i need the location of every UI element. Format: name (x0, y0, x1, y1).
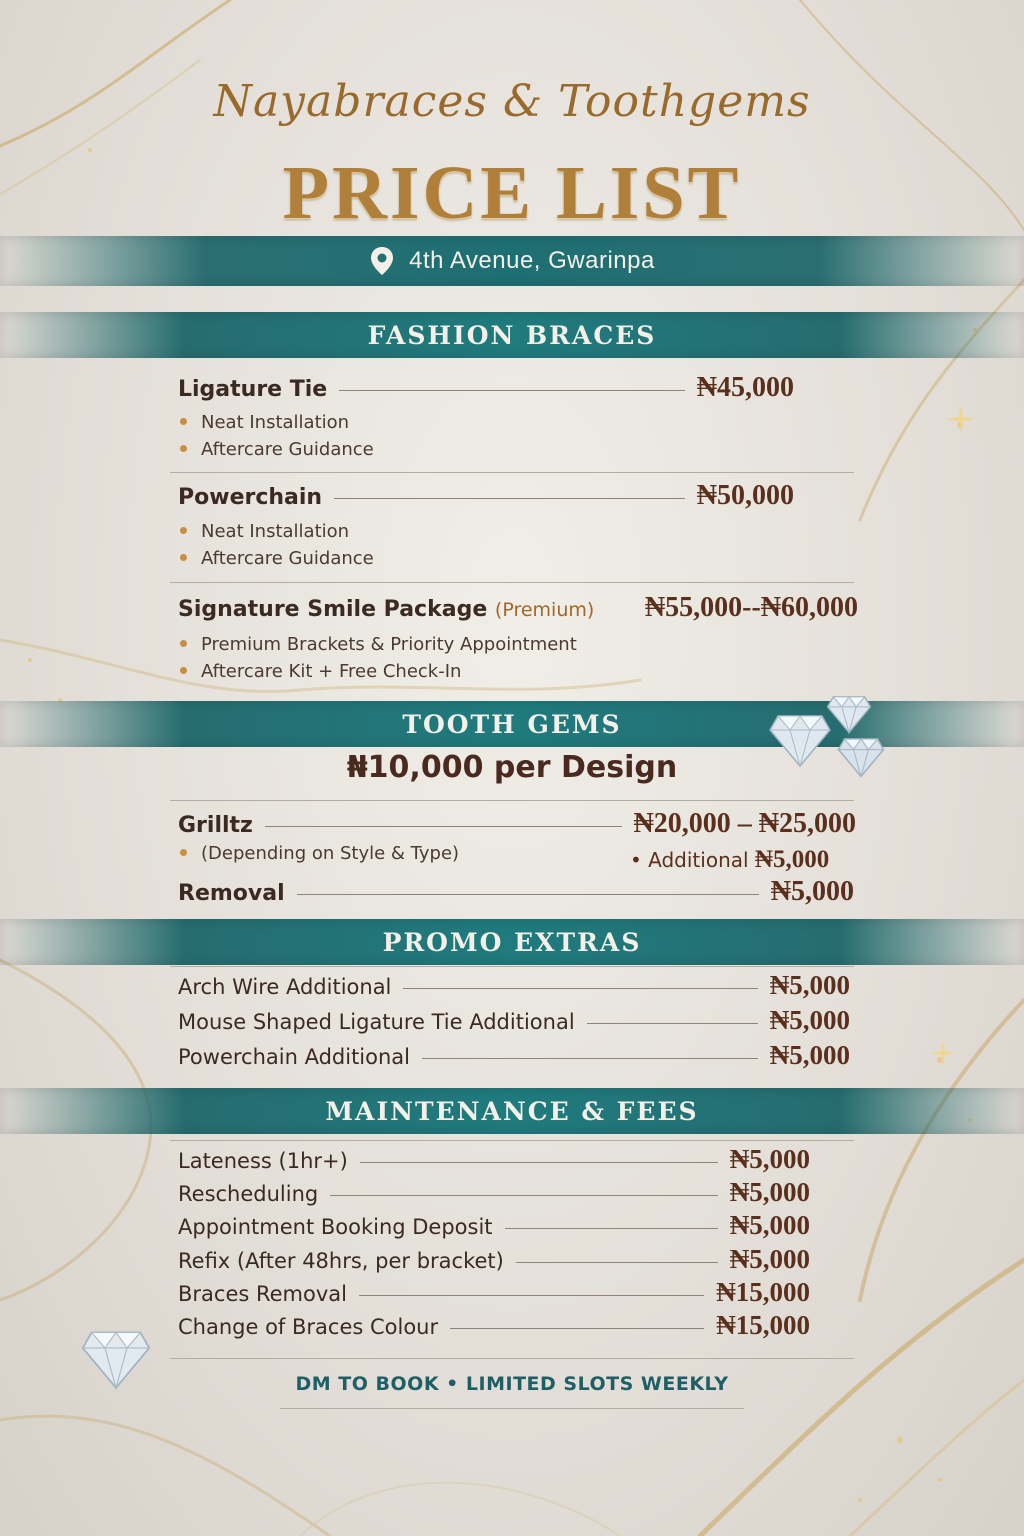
bullet-item: Aftercare Guidance (180, 548, 374, 569)
price-row-powerchain (178, 480, 794, 512)
location-text: 4th Avenue, Gwarinpa (409, 247, 655, 274)
item-name: Grilltz (178, 813, 253, 838)
item-price: ₦5,000 (769, 1005, 850, 1035)
page-title: PRICE LIST (282, 151, 742, 235)
item-name-text: Signature Smile Package (178, 597, 488, 622)
section-heading-text: MAINTENANCE & FEES (325, 1096, 699, 1126)
item-price: ₦5,000 (769, 970, 850, 1000)
diamond-icon (768, 712, 832, 768)
item-name: Removal (178, 881, 285, 906)
leader-line (587, 1023, 758, 1024)
item-price: ₦55,000--₦60,000 (644, 592, 858, 623)
sparkle-icon (946, 404, 976, 434)
item-name: Refix (After 48hrs, per bracket) (178, 1249, 504, 1273)
item-name: Lateness (1hr+) (178, 1149, 348, 1173)
price-row-arch-wire (178, 970, 850, 1001)
item-price: ₦15,000 (716, 1277, 810, 1307)
section-heading-maintenance (0, 1088, 1024, 1134)
price-row-powerchain-additional (178, 1040, 850, 1071)
divider (170, 1140, 854, 1141)
price-row-removal (178, 876, 854, 908)
bullet-item: Aftercare Guidance (180, 439, 374, 460)
item-name: Braces Removal (178, 1282, 347, 1306)
price-row-braces-removal (178, 1277, 810, 1308)
bullet-item: Neat Installation (180, 521, 349, 542)
sparkle-icon (930, 1040, 956, 1066)
item-name: Change of Braces Colour (178, 1315, 439, 1339)
leader-line (516, 1262, 718, 1263)
divider (280, 1408, 744, 1409)
additional-label: • Additional (630, 848, 749, 872)
grilltz-note: (Depending on Style & Type) (180, 843, 459, 864)
leader-line (334, 498, 685, 499)
location-banner (0, 236, 1024, 286)
leader-line (360, 1162, 718, 1163)
booking-callout: DM TO BOOK • LIMITED SLOTS WEEKLY (295, 1373, 729, 1395)
item-name: Powerchain (178, 485, 323, 510)
premium-tag: (Premium) (494, 599, 595, 621)
bullet-item: Aftercare Kit + Free Check-In (180, 661, 461, 682)
price-row-rescheduling (178, 1177, 810, 1208)
leader-line (422, 1058, 758, 1059)
bullet-item: Neat Installation (180, 412, 349, 433)
section-heading-text: PROMO EXTRAS (382, 927, 642, 957)
section-heading-text: TOOTH GEMS (402, 709, 622, 739)
item-price: ₦5,000 (729, 1244, 810, 1274)
price-row-change-colour (178, 1310, 810, 1341)
item-name: Rescheduling (178, 1182, 319, 1206)
item-name: Ligature Tie (178, 377, 328, 402)
divider (170, 966, 854, 967)
leader-line (330, 1195, 718, 1196)
price-row-signature-smile (178, 592, 858, 624)
tooth-gem-per-design-price: ₦10,000 per Design (346, 750, 678, 785)
item-price: ₦5,000 (769, 1040, 850, 1070)
section-heading-promo-extras (0, 919, 1024, 965)
leader-line (339, 390, 685, 391)
price-row-lateness (178, 1144, 810, 1175)
diamond-icon (836, 736, 886, 778)
brand-name: Nayabraces & Toothgems (213, 76, 811, 127)
item-name: Arch Wire Additional (178, 975, 392, 999)
price-row-grilltz (178, 808, 856, 840)
price-row-refix (178, 1244, 810, 1275)
diamond-icon (80, 1328, 152, 1390)
item-price: ₦5,000 (770, 876, 854, 907)
bullet-item: Premium Brackets & Priority Appointment (180, 634, 577, 655)
diamond-icon (826, 694, 872, 734)
leader-line (403, 988, 757, 989)
additional-price: ₦5,000 (754, 846, 830, 873)
item-name: Mouse Shaped Ligature Tie Additional (178, 1010, 575, 1034)
location-pin-icon (369, 246, 395, 276)
item-price: ₦5,000 (729, 1210, 810, 1240)
section-heading-fashion-braces (0, 312, 1024, 358)
leader-line (450, 1328, 704, 1329)
item-name: Appointment Booking Deposit (178, 1215, 493, 1239)
item-price: ₦5,000 (729, 1177, 810, 1207)
price-row-booking-deposit (178, 1210, 810, 1241)
item-price: ₦5,000 (729, 1144, 810, 1174)
grilltz-additional (630, 846, 829, 874)
divider (170, 472, 854, 473)
divider (170, 1358, 854, 1359)
item-name (178, 597, 594, 622)
divider (170, 800, 854, 801)
leader-line (505, 1228, 718, 1229)
price-row-mouse-ligature (178, 1005, 850, 1036)
item-price: ₦50,000 (696, 480, 794, 511)
item-price: ₦20,000 – ₦25,000 (633, 808, 856, 839)
item-name: Powerchain Additional (178, 1045, 410, 1069)
section-heading-text: FASHION BRACES (367, 320, 657, 350)
item-price: ₦45,000 (696, 372, 794, 403)
leader-line (265, 826, 622, 827)
price-row-ligature-tie (178, 372, 794, 404)
divider (170, 582, 854, 583)
leader-line (297, 894, 759, 895)
item-price: ₦15,000 (716, 1310, 810, 1340)
leader-line (359, 1295, 704, 1296)
